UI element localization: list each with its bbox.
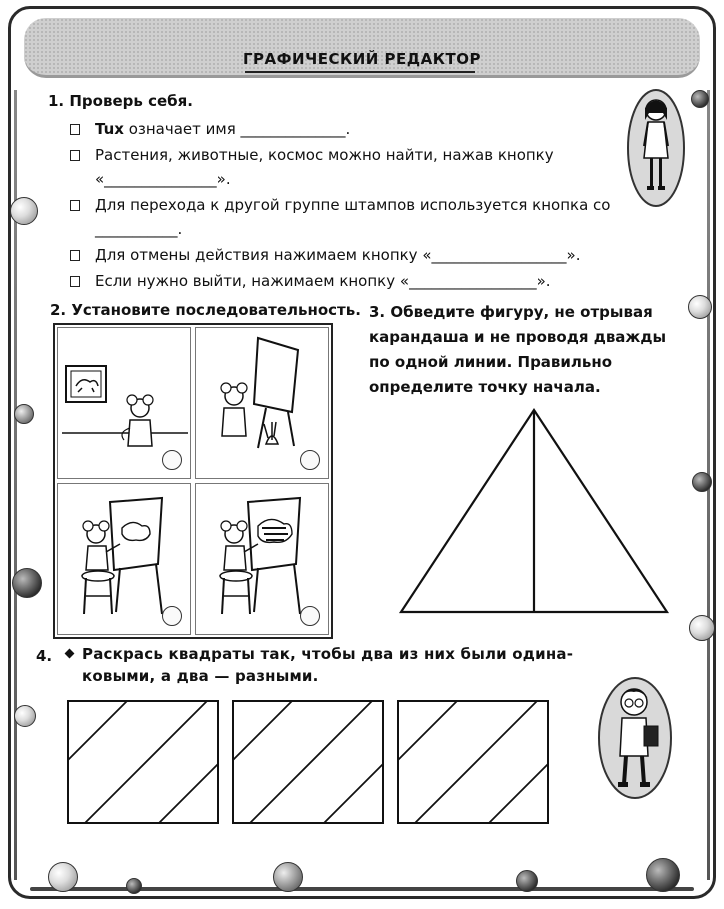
item-text: Для перехода к другой группе штампов используется кнопка со xyxy=(95,196,611,214)
answer-circle xyxy=(300,606,320,626)
section3-title xyxy=(369,300,666,400)
item-bold: Tux xyxy=(95,120,124,138)
section3-title-line: определите точку начала. xyxy=(369,378,601,396)
title-underline xyxy=(245,71,475,73)
item-blank: ______________ xyxy=(240,120,346,138)
sequence-panel xyxy=(195,327,329,479)
answer-circle xyxy=(300,450,320,470)
section4-line: Раскрась квадраты так, чтобы два из них были одина- xyxy=(82,645,574,663)
checkbox-icon xyxy=(70,276,80,287)
list-item xyxy=(70,243,630,267)
sequence-grid xyxy=(53,323,333,639)
list-item xyxy=(70,117,630,141)
section4-text xyxy=(66,643,573,687)
page-title: ГРАФИЧЕСКИЙ РЕДАКТОР xyxy=(242,50,481,68)
bullet-diamond-icon xyxy=(65,649,75,659)
checkbox-icon xyxy=(70,200,80,211)
section4-number: 4. xyxy=(36,647,53,665)
bead-decoration xyxy=(48,862,78,892)
section2-title: 2. Установите последовательность. xyxy=(50,301,361,319)
item-text: означает имя xyxy=(123,120,241,138)
checklist xyxy=(70,117,630,295)
list-item xyxy=(70,193,630,241)
item-text: Если нужно выйти, нажимаем кнопку « xyxy=(95,272,410,290)
section4-line: ковыми, а два — разными. xyxy=(82,667,319,685)
list-item xyxy=(70,269,630,293)
bead-decoration xyxy=(691,90,709,108)
item-text: Для отмены действия нажимаем кнопку « xyxy=(95,246,432,264)
boy-illustration xyxy=(596,676,674,800)
item-blank: _________________ xyxy=(409,272,537,290)
item-line2: ___________. xyxy=(95,220,183,238)
section3-title-line: карандаша и не проводя дважды xyxy=(369,328,667,346)
girl-illustration xyxy=(626,88,686,208)
striped-square xyxy=(397,700,549,824)
item-end: . xyxy=(345,120,351,138)
item-end: ». xyxy=(566,246,581,264)
section1-title: 1. Проверь себя. xyxy=(48,92,193,110)
bead-decoration xyxy=(12,568,42,598)
item-end: ». xyxy=(536,272,551,290)
bead-decoration xyxy=(10,197,38,225)
sequence-panel xyxy=(57,327,191,479)
section3-title-line: 3. Обведите фигуру, не отрывая xyxy=(369,303,653,321)
bead-decoration xyxy=(14,404,34,424)
bead-decoration xyxy=(689,615,715,641)
bead-decoration xyxy=(692,472,712,492)
bead-decoration xyxy=(126,878,142,894)
bead-decoration xyxy=(646,858,680,892)
striped-square xyxy=(232,700,384,824)
item-line2: «_______________». xyxy=(95,170,231,188)
bead-decoration xyxy=(688,295,712,319)
bead-decoration xyxy=(14,705,36,727)
checkbox-icon xyxy=(70,250,80,261)
sequence-panel xyxy=(57,483,191,635)
item-blank: __________________ xyxy=(431,246,567,264)
bead-decoration xyxy=(516,870,538,892)
answer-circle xyxy=(162,450,182,470)
striped-square xyxy=(67,700,219,824)
title-banner xyxy=(24,18,700,78)
triangle-figure xyxy=(395,402,675,622)
answer-circle xyxy=(162,606,182,626)
section3-title-line: по одной линии. Правильно xyxy=(369,353,613,371)
item-text: Растения, животные, космос можно найти, нажав кнопку xyxy=(95,146,554,164)
sequence-panel xyxy=(195,483,329,635)
checkbox-icon xyxy=(70,124,80,135)
bead-decoration xyxy=(273,862,303,892)
checkbox-icon xyxy=(70,150,80,161)
list-item xyxy=(70,143,630,191)
